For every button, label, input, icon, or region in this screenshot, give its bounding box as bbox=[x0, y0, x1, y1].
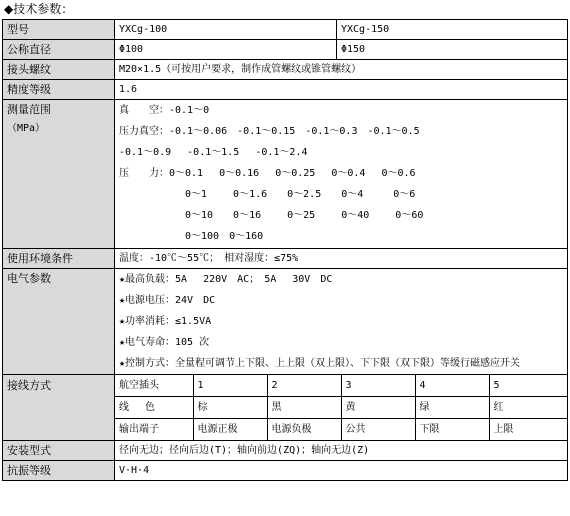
range-unit: （MPa） bbox=[7, 123, 46, 134]
row-range bbox=[3, 100, 568, 249]
diameter-value-1: Φ100 bbox=[115, 40, 337, 60]
range-line: -0.1～0.9 -0.1～1.5 -0.1～2.4 bbox=[119, 147, 308, 158]
wiring-grid bbox=[115, 375, 568, 440]
range-line: 0～100 0～160 bbox=[185, 231, 264, 242]
vibration-value: V·H·4 bbox=[115, 461, 568, 481]
wiring-cell: 电源负极 bbox=[267, 419, 341, 441]
label-accuracy: 精度等级 bbox=[3, 80, 115, 100]
label-vibration: 抗振等级 bbox=[3, 461, 115, 481]
label-mounting: 安装型式 bbox=[3, 441, 115, 461]
row-environment bbox=[3, 249, 568, 269]
spec-table bbox=[2, 19, 568, 481]
wiring-grid-cell bbox=[115, 375, 568, 441]
row-electrical bbox=[3, 269, 568, 375]
wiring-cell: 黑 bbox=[267, 397, 341, 419]
electrical-line: ★控制方式：全量程可调节上下限、上上限（双上限）、下下限（双下限）等缓行磁感应开关 bbox=[119, 358, 521, 369]
label-wiring: 接线方式 bbox=[3, 375, 115, 441]
wiring-cell: 公共 bbox=[341, 419, 415, 441]
wiring-row bbox=[115, 419, 568, 441]
label-thread: 接头螺纹 bbox=[3, 60, 115, 80]
wiring-cell: 线 色 bbox=[115, 397, 193, 419]
wiring-cell: 上限 bbox=[493, 424, 514, 435]
wiring-cell: 黄 bbox=[341, 397, 415, 419]
range-line: 0～1 0～1.6 0～2.5 0～4 0～6 bbox=[185, 189, 416, 200]
label-diameter: 公称直径 bbox=[3, 40, 115, 60]
wiring-cell: 1 bbox=[193, 375, 267, 397]
diameter-value-2: Φ150 bbox=[337, 40, 568, 60]
label-environment: 使用环境条件 bbox=[3, 249, 115, 269]
model-value-2: YXCg-150 bbox=[337, 20, 568, 40]
wiring-row bbox=[115, 397, 568, 419]
section-heading: ◆技术参数： bbox=[4, 2, 74, 16]
range-line: 0～10 0～16 0～25 0～40 0～60 bbox=[185, 210, 424, 221]
accuracy-value: 1.6 bbox=[115, 80, 568, 100]
wiring-cell: 航空插头 bbox=[115, 375, 193, 397]
wiring-cell: 4 bbox=[415, 375, 489, 397]
electrical-line: ★电源电压：24V DC bbox=[119, 295, 216, 306]
range-values bbox=[115, 100, 568, 249]
range-line: 压力真空：-0.1～0.06 -0.1～0.15 -0.1～0.3 -0.1～0.5 bbox=[119, 126, 420, 137]
thread-value: M20×1.5（可按用户要求，制作成管螺纹或锥管螺纹） bbox=[115, 60, 568, 80]
row-mounting bbox=[3, 441, 568, 461]
wiring-cell: 绿 bbox=[415, 397, 489, 419]
range-line: 压 力：0～0.1 0～0.16 0～0.25 0～0.4 0～0.6 bbox=[119, 168, 416, 179]
wiring-cell: 3 bbox=[341, 375, 415, 397]
electrical-values bbox=[115, 269, 568, 375]
environment-value: 温度：-10℃～55℃； 相对湿度：≤75% bbox=[115, 249, 568, 269]
electrical-line: ★电气寿命：105 次 bbox=[119, 337, 210, 348]
label-model: 型号 bbox=[3, 20, 115, 40]
wiring-cell: 2 bbox=[267, 375, 341, 397]
row-model bbox=[3, 20, 568, 40]
range-line: 真 空：-0.1～0 bbox=[119, 105, 210, 116]
electrical-line: ★功率消耗：≤1.5VA bbox=[119, 316, 212, 327]
wiring-cell: 5 bbox=[489, 375, 568, 397]
label-electrical: 电气参数 bbox=[3, 269, 115, 375]
wiring-cell: 输出端子 bbox=[115, 419, 193, 441]
row-thread bbox=[3, 60, 568, 80]
label-range bbox=[3, 100, 115, 249]
model-value-1: YXCg-100 bbox=[115, 20, 337, 40]
row-wiring bbox=[3, 375, 568, 441]
row-vibration bbox=[3, 461, 568, 481]
range-label: 测量范围 bbox=[7, 103, 51, 116]
mounting-value: 径向无边；径向后边(T)；轴向前边(ZQ)；轴向无边(Z) bbox=[115, 441, 568, 461]
row-accuracy bbox=[3, 80, 568, 100]
row-diameter bbox=[3, 40, 568, 60]
wiring-cell: 电源正极 bbox=[193, 419, 267, 441]
electrical-line: ★最高负载：5A 220V AC； 5A 30V DC bbox=[119, 274, 333, 285]
wiring-row bbox=[115, 375, 568, 397]
wiring-cell: 下限 bbox=[415, 419, 489, 441]
wiring-cell: 红 bbox=[489, 397, 568, 419]
wiring-cell: 棕 bbox=[193, 397, 267, 419]
